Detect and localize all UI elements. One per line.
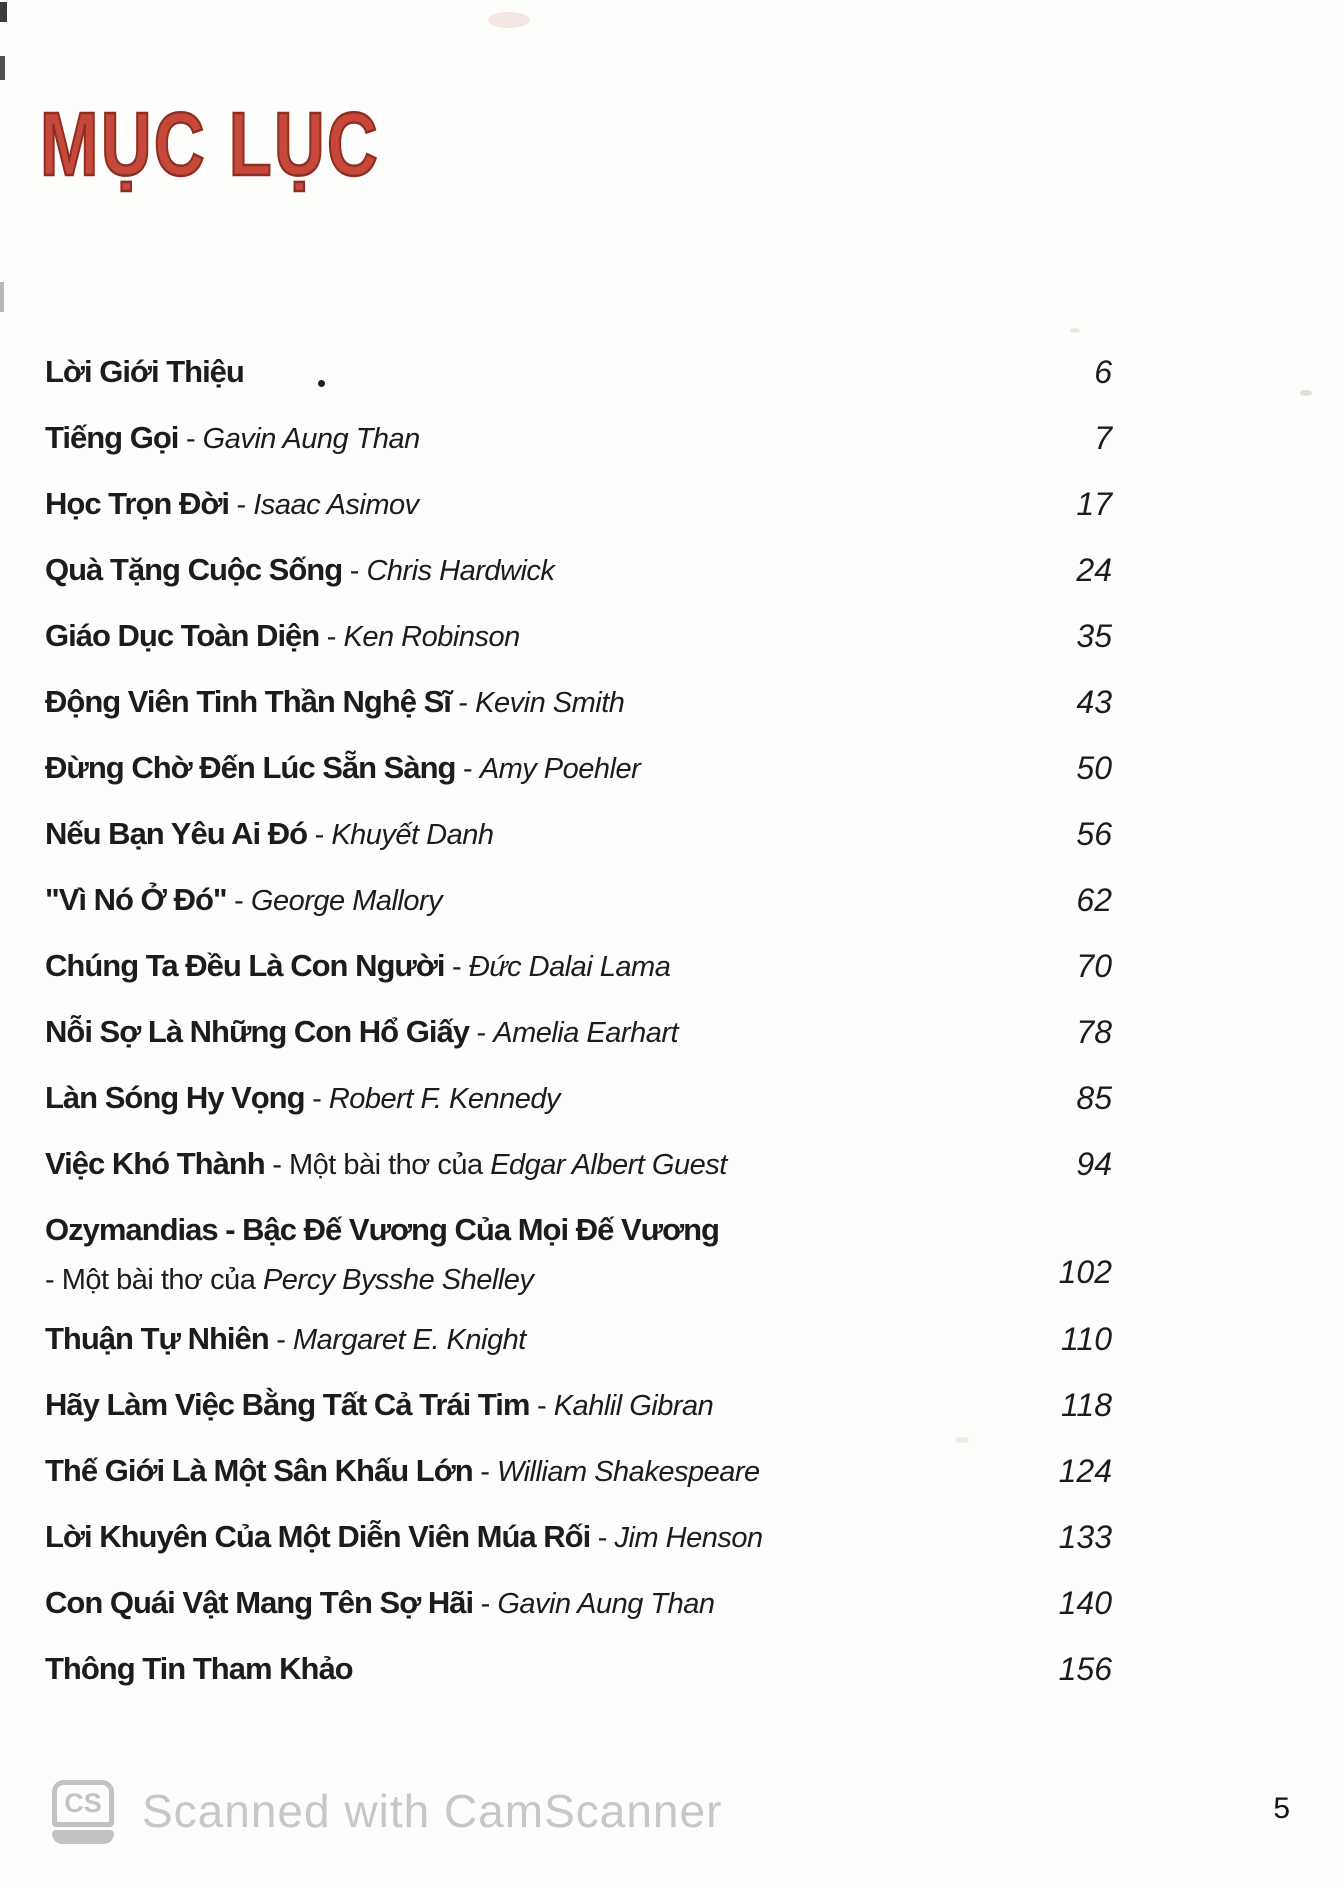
toc-row (45, 550, 1112, 596)
toc-entry-author: Margaret E. Knight (293, 1324, 526, 1356)
toc-entry-author: Jim Henson (614, 1522, 763, 1554)
toc-entry-author: Kevin Smith (475, 687, 625, 719)
toc-entry-title: Học Trọn Đời (45, 486, 229, 521)
toc-entry-page-number: 17 (1076, 486, 1112, 522)
scan-artifact (955, 1437, 969, 1443)
toc-row (45, 880, 1112, 926)
toc-row (45, 418, 1112, 464)
toc-entry-page-number: 7 (1094, 420, 1112, 456)
toc-entry-author: Amelia Earhart (493, 1017, 679, 1049)
toc-row (45, 616, 1112, 662)
toc-entry-author: Ken Robinson (343, 621, 520, 653)
toc-entry-page-number: 124 (1058, 1453, 1112, 1489)
toc-entry-page-number: 156 (1058, 1651, 1112, 1687)
scan-artifact (1300, 390, 1312, 396)
toc-row (45, 1078, 1112, 1124)
camscanner-logo-bar (52, 1830, 114, 1844)
toc-row (45, 1208, 1112, 1307)
toc-row (45, 1649, 1112, 1695)
toc-entry-title: Thế Giới Là Một Sân Khấu Lớn (45, 1453, 473, 1488)
toc-row (45, 682, 1112, 728)
scan-artifact (0, 282, 4, 312)
toc-entry-connector: - Một bài thơ của (45, 1264, 263, 1296)
camscanner-logo-icon (52, 1780, 114, 1827)
toc-row (45, 1012, 1112, 1058)
toc-entry-author: Kahlil Gibran (553, 1390, 714, 1422)
toc-entry-connector: - (444, 951, 469, 983)
toc-entry-page-number: 6 (1094, 354, 1112, 390)
toc-entry-author: Chris Hardwick (366, 555, 555, 587)
toc-entry-author: Đức Dalai Lama (468, 951, 671, 983)
toc-entry-author: Percy Bysshe Shelley (262, 1264, 534, 1296)
toc-row (45, 1144, 1112, 1190)
toc-row (45, 1583, 1112, 1629)
toc-entry-title: Giáo Dục Toàn Diện (45, 618, 320, 653)
toc-entry-connector: - Một bài thơ của (264, 1149, 491, 1181)
toc-entry-connector: - (472, 1456, 497, 1488)
toc-entry-title: Thông Tin Tham Khảo (45, 1651, 353, 1686)
page-title: MỤC LỤC (40, 95, 381, 195)
page-number: 5 (1273, 1792, 1290, 1825)
scan-artifact (0, 2, 7, 22)
toc-entry-author: Gavin Aung Than (497, 1588, 715, 1620)
toc-entry-connector: - (304, 1083, 329, 1115)
toc-entry-page-number: 118 (1060, 1387, 1112, 1423)
toc-entry-title: Nỗi Sợ Là Những Con Hổ Giấy (45, 1014, 469, 1049)
toc-entry-connector: - (319, 621, 344, 653)
toc-entry-title: Ozymandias - Bậc Đế Vương Của Mọi Đế Vương (45, 1212, 719, 1247)
toc-entry-page-number: 56 (1076, 816, 1112, 852)
scan-artifact (0, 56, 5, 80)
toc-entry-connector: - (455, 753, 480, 785)
toc-entry-connector: - (229, 489, 254, 521)
toc-entry-page-number: 102 (1058, 1254, 1112, 1290)
toc-entry-title: Làn Sóng Hy Vọng (45, 1080, 305, 1115)
toc-entry-page-number: 78 (1076, 1014, 1112, 1050)
toc-entry-connector: - (268, 1324, 293, 1356)
toc-entry-title: "Vì Nó Ở Đó" (45, 882, 227, 917)
camscanner-logo-text: CS (64, 1788, 102, 1818)
toc-row (45, 1319, 1112, 1365)
toc-entry-title: Việc Khó Thành (45, 1146, 265, 1181)
toc-entry-connector: - (178, 423, 203, 455)
toc-entry-connector: - (307, 819, 332, 851)
toc-entry-page-number: 43 (1076, 684, 1112, 720)
toc-entry-title: Hãy Làm Việc Bằng Tất Cả Trái Tim (45, 1387, 530, 1422)
toc-entry-title: Thuận Tự Nhiên (45, 1321, 269, 1356)
camscanner-logo (52, 1780, 114, 1844)
toc-entry-connector: - (226, 885, 251, 917)
toc-row (45, 1451, 1112, 1497)
toc-entry-connector: - (342, 555, 367, 587)
toc-entry-title: Lời Khuyên Của Một Diễn Viên Múa Rối (45, 1519, 591, 1554)
toc-entry-connector: - (468, 1017, 494, 1049)
toc-entry-page-number: 62 (1076, 882, 1112, 918)
toc-entry-connector: - (590, 1522, 615, 1554)
toc-entry-title: Tiếng Gọi (45, 420, 179, 455)
toc-entry-connector: - (473, 1588, 498, 1620)
toc-entry-page-number: 24 (1076, 552, 1112, 588)
toc-entry-page-number: 85 (1076, 1080, 1112, 1116)
toc-entry-author: George Mallory (250, 885, 443, 917)
scan-artifact (488, 12, 530, 28)
toc-entry-author: Edgar Albert Guest (490, 1149, 727, 1181)
toc-entry-author: Isaac Asimov (253, 489, 419, 521)
toc-entry-title: Chúng Ta Đều Là Con Người (45, 948, 445, 983)
camscanner-watermark-text: Scanned with CamScanner (142, 1785, 723, 1837)
toc-entry-page-number: 35 (1076, 618, 1112, 654)
scan-artifact (1070, 328, 1080, 333)
toc-entry-page-number: 94 (1076, 1146, 1112, 1182)
toc-entry-title: Lời Giới Thiệu (45, 354, 244, 389)
toc-row (45, 1385, 1112, 1431)
toc-entry-author: Gavin Aung Than (202, 423, 420, 455)
toc-entry-connector: - (450, 687, 476, 719)
toc-entry-connector: - (529, 1390, 554, 1422)
toc-entry-page-number: 140 (1058, 1585, 1112, 1621)
scan-artifact (318, 380, 325, 387)
toc-entry-page-number: 110 (1060, 1321, 1112, 1357)
toc-entry-author: William Shakespeare (496, 1456, 760, 1488)
toc-entry-author: Amy Poehler (479, 753, 641, 785)
toc-entry-title: Quà Tặng Cuộc Sống (45, 552, 343, 587)
toc-entry-author: Robert F. Kennedy (328, 1083, 561, 1115)
toc-entry-author: Khuyết Danh (331, 819, 494, 851)
toc-entry-page-number: 70 (1076, 948, 1112, 984)
toc-entry-title: Động Viên Tinh Thần Nghệ Sĩ (45, 684, 451, 719)
toc-row (45, 814, 1112, 860)
toc-entry-title: Nếu Bạn Yêu Ai Đó (45, 816, 308, 851)
toc-row (45, 1517, 1112, 1563)
toc-entry-title: Con Quái Vật Mang Tên Sợ Hãi (45, 1585, 474, 1620)
toc-entry-title: Đừng Chờ Đến Lúc Sẵn Sàng (45, 750, 456, 785)
toc-row (45, 946, 1112, 992)
toc-row (45, 484, 1112, 530)
toc-row (45, 748, 1112, 794)
toc-row (45, 352, 1112, 398)
toc-entry-page-number: 50 (1076, 750, 1112, 786)
toc-entry-page-number: 133 (1058, 1519, 1112, 1555)
